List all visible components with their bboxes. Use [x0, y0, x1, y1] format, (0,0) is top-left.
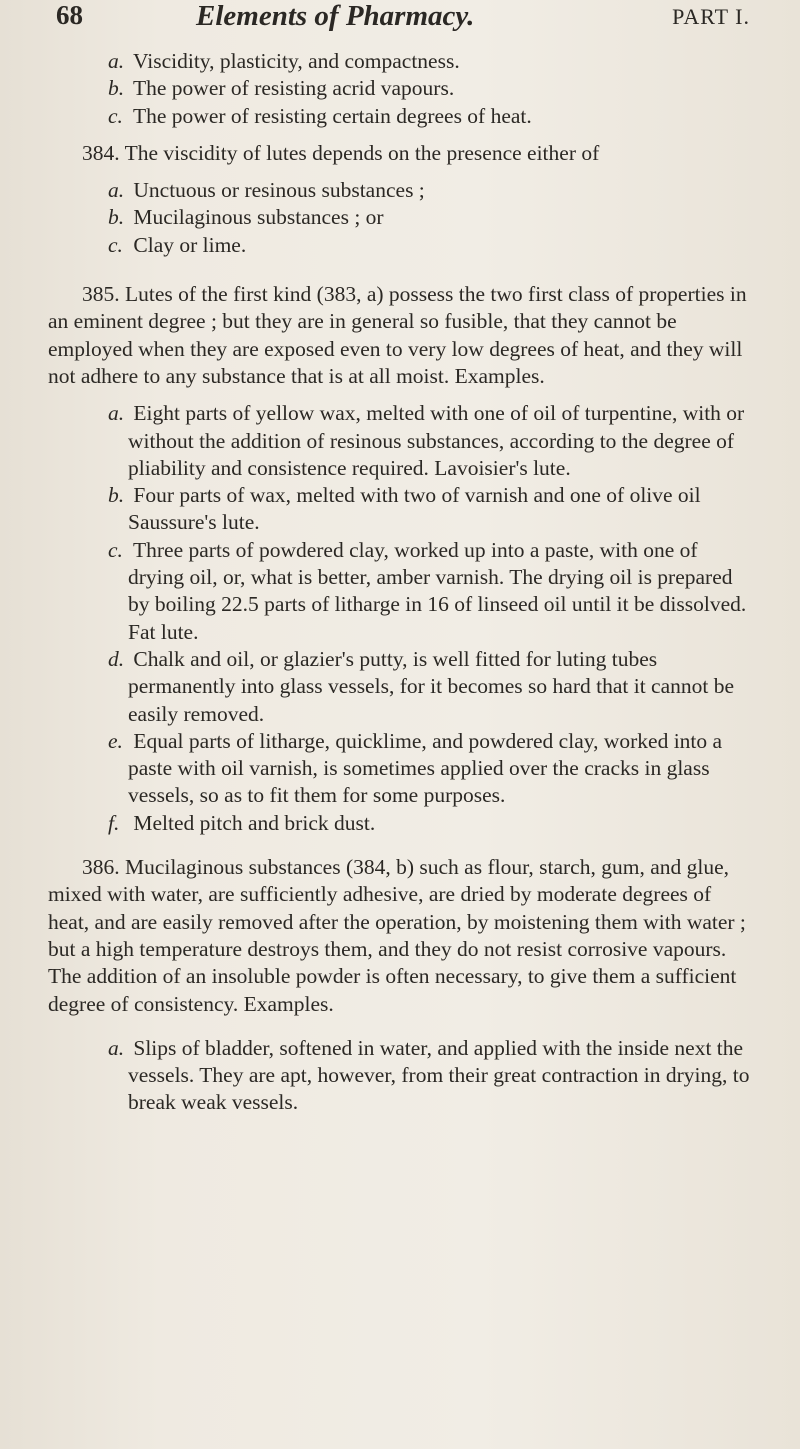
list-item: b. The power of resisting acrid vapours. [108, 76, 455, 101]
list-item: e. Equal parts of litharge, quicklime, and powdered clay, worked into a paste with oil varnish, is sometimes applied over the cracks in glass vessels, so as to fit them for some purposes. [108, 728, 723, 808]
list-item: f. Melted pitch and brick dust. [108, 810, 376, 835]
list-item: c. Three parts of powdered clay, worked up into a paste, with one of drying oil, or, what is better, amber varnish. The drying oil is prepared by boiling 22.5 parts of litharge in 16 of linseed oil until it be dissolved. Fat lute. [108, 537, 747, 644]
page-body [38, 48, 750, 1117]
list-item: b. Four parts of wax, melted with two of varnish and one of olive oil Saussure's lute. [108, 483, 701, 535]
paragraph-384: 384. The viscidity of lutes depends on the presence either of [82, 140, 600, 165]
list-item: a. Unctuous or resinous substances ; [108, 178, 425, 203]
page-header [38, 0, 750, 48]
list-item: c. Clay or lime. [108, 232, 247, 257]
list-item: a. Slips of bladder, softened in water, and applied with the inside next the vessels. They are apt, however, from their great contraction in drying, to break weak vessels. [108, 1035, 750, 1115]
list-item: a. Viscidity, plasticity, and compactness. [108, 49, 460, 73]
running-title: Elements of Pharmacy. [196, 0, 475, 32]
list-item: c. The power of resisting certain degrees of heat. [108, 103, 532, 128]
part-label: PART I. [672, 4, 750, 29]
paragraph-385: 385. Lutes of the first kind (383, a) possess the two first class of properties in an eminent degree ; but they are in general so fusible, that they cannot be employed when they are exposed even to very low degrees of heat, and they will not adhere to any substance that is at all moist. Examples. [48, 282, 747, 388]
page-number: 68 [56, 0, 83, 30]
list-item: d. Chalk and oil, or glazier's putty, is well fitted for luting tubes permanently into glass vessels, for it becomes so hard that it cannot be easily removed. [108, 646, 735, 726]
paragraph-386: 386. Mucilaginous substances (384, b) such as flour, starch, gum, and glue, mixed with water, are sufficiently adhesive, are dried by moderate degrees of heat, and are easily removed after the operation, by moistening them with water ; but a high temperature destroys them, and they do not resist corrosive vapours. The addition of an insoluble powder is often necessary, to give them a sufficient degree of consistency. Examples. [48, 855, 746, 1016]
list-item: b. Mucilaginous substances ; or [108, 205, 384, 230]
list-item: a. Eight parts of yellow wax, melted with one of oil of turpentine, with or without the addition of resinous substances, according to the degree of pliability and consistence required. Lavoisier's lute. [108, 401, 745, 480]
